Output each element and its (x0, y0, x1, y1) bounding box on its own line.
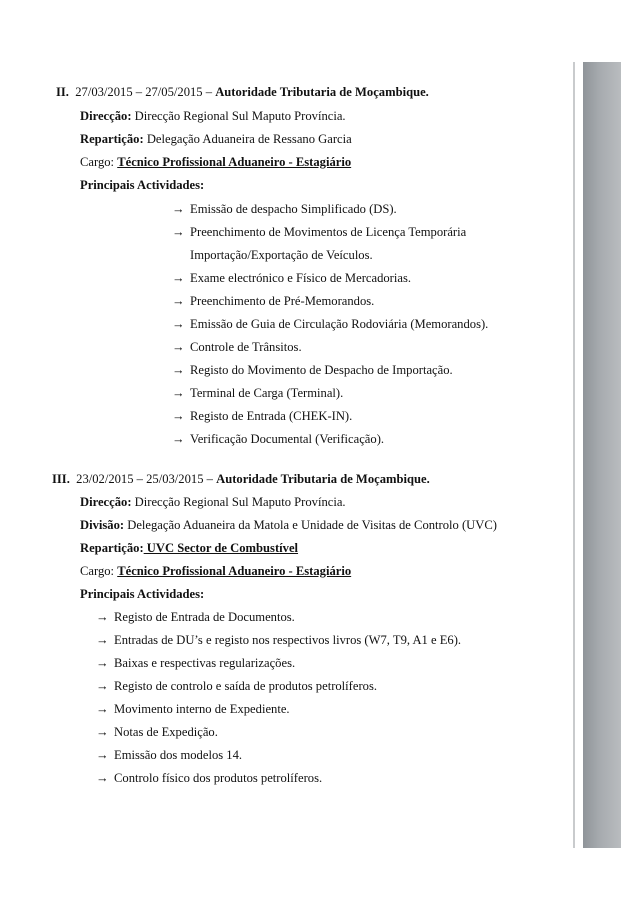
reparticao-line (80, 540, 298, 556)
cargo-line (80, 563, 351, 579)
reparticao-value: UVC Sector de Combustível (143, 541, 299, 555)
arrow-icon: → (172, 202, 185, 216)
reparticao-label: Repartição: (80, 541, 144, 555)
activity-item: → Emissão de Guia de Circulação Rodoviária (Memorandos). (172, 317, 489, 331)
section-heading (56, 84, 429, 100)
activity-item: → Registo de Entrada (CHEK-IN). (172, 409, 353, 423)
direccao-label: Direcção: (80, 109, 132, 123)
reparticao-line (80, 131, 352, 147)
arrow-icon: → (96, 610, 109, 624)
divisao-label: Divisão: (80, 518, 125, 532)
activity-item: → Registo de controlo e saída de produtos petrolíferos. (96, 679, 378, 693)
activity-item: → Entradas de DU’s e registo nos respectivos livros (W7, T9, A1 e E6). (96, 633, 462, 647)
cargo-value: Técnico Profissional Aduaneiro - Estagiário (117, 564, 352, 578)
direccao-label: Direcção: (80, 495, 132, 509)
activity-item: → Terminal de Carga (Terminal). (172, 386, 344, 400)
activity-item: → Emissão de despacho Simplificado (DS). (172, 202, 397, 216)
arrow-icon: → (96, 633, 109, 647)
divisao-line (80, 517, 497, 533)
arrow-icon: → (172, 432, 185, 446)
arrow-icon: → (96, 702, 109, 716)
reparticao-value: Delegação Aduaneira de Ressano Garcia (146, 132, 352, 146)
cargo-label: Cargo: (80, 155, 115, 169)
activity-item: → Movimento interno de Expediente. (96, 702, 290, 716)
actividades-heading: Principais Actividades: (80, 587, 205, 601)
section-heading (52, 471, 430, 487)
activity-item: → Preenchimento de Movimentos de Licença Temporária (172, 225, 467, 239)
arrow-icon: → (172, 363, 185, 377)
activity-item: → Controlo físico dos produtos petrolíferos. (96, 771, 323, 785)
activity-item: → Exame electrónico e Físico de Mercadorias. (172, 271, 411, 285)
arrow-icon: → (172, 271, 185, 285)
divisao-value: Delegação Aduaneira da Matola e Unidade de Visitas de Controlo (UVC) (127, 518, 497, 532)
activity-item: → Verificação Documental (Verificação). (172, 432, 385, 446)
arrow-icon: → (172, 294, 185, 308)
employer: Autoridade Tributaria de Moçambique. (216, 472, 430, 486)
activity-item: → Baixas e respectivas regularizações. (96, 656, 296, 670)
arrow-icon: → (172, 225, 185, 239)
activity-item: → Registo do Movimento de Despacho de Importação. (172, 363, 453, 377)
reparticao-label: Repartição: (80, 132, 144, 146)
arrow-icon: → (172, 340, 185, 354)
cargo-line (80, 154, 351, 170)
arrow-icon: → (96, 656, 109, 670)
arrow-icon: → (96, 725, 109, 739)
activity-item-continuation: Importação/Exportação de Veículos. (190, 248, 373, 262)
direccao-line (80, 494, 346, 510)
arrow-icon: → (96, 748, 109, 762)
activity-item: → Preenchimento de Pré-Memorandos. (172, 294, 375, 308)
activity-item: → Registo de Entrada de Documentos. (96, 610, 295, 624)
arrow-icon: → (172, 409, 185, 423)
section-number: III. (52, 472, 70, 486)
sidebar-divider (573, 62, 575, 848)
arrow-icon: → (172, 386, 185, 400)
section-number: II. (56, 85, 69, 99)
page-side-bar (583, 62, 621, 848)
period: 23/02/2015 – 25/03/2015 – (76, 472, 213, 486)
direccao-value: Direcção Regional Sul Maputo Província. (134, 495, 346, 509)
period: 27/03/2015 – 27/05/2015 – (75, 85, 213, 99)
cargo-label: Cargo: (80, 564, 115, 578)
cargo-value: Técnico Profissional Aduaneiro - Estagiário (117, 155, 352, 169)
actividades-heading: Principais Actividades: (80, 178, 205, 192)
activity-item: → Emissão dos modelos 14. (96, 748, 243, 762)
arrow-icon: → (96, 771, 109, 785)
arrow-icon: → (96, 679, 109, 693)
activity-item: → Controle de Trânsitos. (172, 340, 302, 354)
direccao-value: Direcção Regional Sul Maputo Província. (134, 109, 346, 123)
arrow-icon: → (172, 317, 185, 331)
activity-item: → Notas de Expedição. (96, 725, 218, 739)
employer: Autoridade Tributaria de Moçambique. (215, 85, 429, 99)
direccao-line (80, 108, 346, 124)
